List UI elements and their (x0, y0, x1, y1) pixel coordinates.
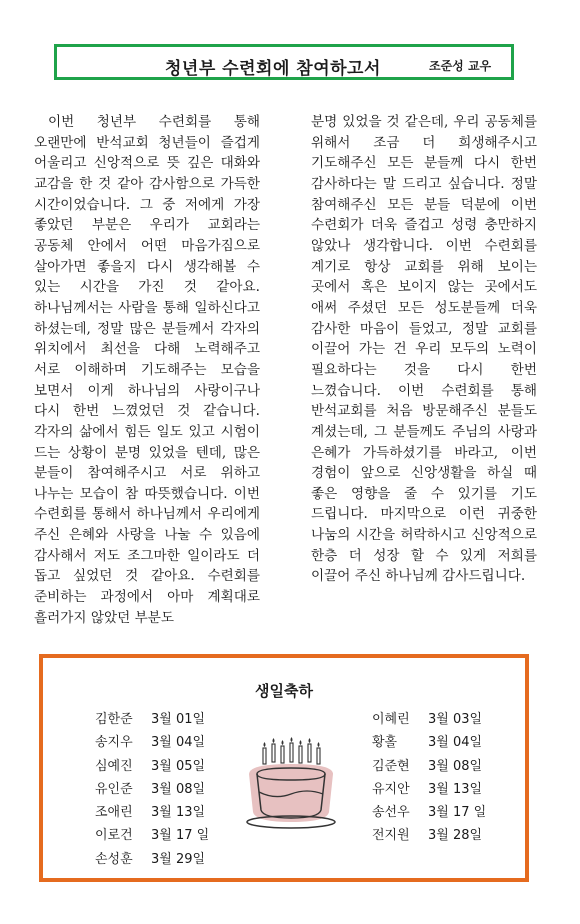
article-author: 조준성 교우 (429, 59, 492, 73)
birthday-name: 심예진 (95, 758, 133, 774)
birthday-cake-icon (241, 734, 341, 834)
birthday-date: 3월 28일 (428, 828, 483, 844)
article-paragraph: 이번 청년부 수련회를 통해 오랜만에 반석교회 청년들이 즐겁게 어울리고 신앙적으로 뜻 깊은 대화와 교감을 한 것 같아 감사함으로 가득한 시간이었습니다. 그 중 저에게 가장 좋았던 부분은 우리가 교회라는 공동체 안에서 어떤 마음가짐으로 살아가면 좋을지 다시 생각해볼 수 있는 시간을 가진 것 같아요. 하나님께서는 사람을 통해 일하신다고 하셨는데, 정말 많은 분들께서 각자의 위치에서 최선을 다해 노력해주고 서로 이해하며 기도해주는 모습을 보면서 이게 하나님의 사랑이구나 다시 한번 느꼈었던 것 같습니다. 각자의 삶에서 힘든 일도 있고 시험이 드는 상황이 분명 있었을 텐데, 많은 분들이 참여해주시고 서로 위하고 나누는 모습이 참 따뜻했습니다. 이번 수련회를 통해서 하나님께서 우리에게 주신 은혜와 사랑을 나눌 수 있음에 감사해서 저도 조그마한 일이라도 더 돕고 싶었던 것 같아요. 수련회를 준비하는 과정에서 아마 계획대로 흘러가지 않았던 부분도 (34, 114, 260, 626)
birthday-date: 3월 17 일 (151, 828, 210, 844)
birthday-name: 김한준 (95, 712, 133, 727)
birthday-list-right (372, 708, 508, 848)
article-paragraph: 분명 있었을 것 같은데, 우리 공동체를 위해서 조금 더 희생해주시고 기도해주신 모든 분들께 다시 한번 감사하다는 말 드리고 싶습니다. 정말 참여해주신 모든 분들 덕분에 이번 수련회가 더욱 즐겁고 성령 충만하지 않았나 생각합니다. 이번 수련회를 계기로 항상 교회를 위해 보이는 곳에서 혹은 보이지 않는 곳에서도 애써 주셨던 모든 성도분들께 더욱 감사한 마음이 들었고, 정말 교회를 이끌어 가는 건 우리 모두의 노력이 필요하다는 것을 다시 한번 느꼈습니다. 이번 수련회를 통해 반석교회를 처음 방문해주신 분들도 계셨는데, 그 분들께도 주님의 사랑과 은혜가 가득하셨기를 바라고, 이번 경험이 앞으로 신앙생활을 하실 때 좋은 영향을 줄 수 있기를 기도 드립니다. 마지막으로 이런 귀중한 나눔의 시간을 허락하시고 신앙적으로 한층 더 성장 할 수 있게 저희를 이끌어 주신 하나님께 감사드립니다. (311, 114, 537, 585)
article-column-right (311, 112, 537, 587)
birthday-name: 유지안 (372, 781, 410, 797)
birthday-date: 3월 13일 (428, 781, 483, 797)
birthday-row (95, 708, 231, 731)
birthday-row (372, 708, 508, 731)
birthday-name: 황홀 (372, 735, 398, 751)
birthday-name: 전지원 (372, 828, 410, 844)
birthday-row (95, 731, 231, 754)
birthday-row (372, 778, 508, 801)
birthday-name: 손성훈 (95, 851, 133, 867)
birthday-row (372, 755, 508, 778)
birthday-date: 3월 08일 (428, 758, 483, 774)
birthday-row (372, 801, 508, 824)
birthday-date: 3월 29일 (151, 851, 206, 867)
birthday-row (95, 824, 231, 847)
birthday-name: 송선우 (372, 805, 410, 821)
birthday-name: 송지우 (95, 735, 133, 751)
birthday-date: 3월 04일 (151, 735, 206, 751)
birthday-name: 이로건 (95, 828, 133, 844)
birthday-row (95, 778, 231, 801)
birthday-row (95, 848, 231, 871)
article-title: 청년부 수련회에 참여하고서 (165, 59, 381, 79)
birthday-date: 3월 05일 (151, 758, 206, 774)
birthday-date: 3월 08일 (151, 781, 206, 797)
birthday-date: 3월 04일 (428, 735, 483, 751)
birthday-name: 조애린 (95, 805, 133, 821)
article-title-box (54, 44, 514, 80)
birthday-row (95, 755, 231, 778)
birthday-row (372, 731, 508, 754)
birthday-title: 생일축하 (255, 682, 313, 700)
birthday-row (372, 824, 508, 847)
birthday-date: 3월 03일 (428, 712, 483, 727)
birthday-name: 이혜린 (372, 712, 410, 727)
birthday-list-left (95, 708, 231, 871)
birthday-date: 3월 13일 (151, 805, 206, 821)
birthday-row (95, 801, 231, 824)
birthday-name: 김준현 (372, 758, 410, 774)
birthday-date: 3월 17 일 (428, 805, 487, 821)
birthday-date: 3월 01일 (151, 712, 206, 727)
birthday-name: 유인준 (95, 781, 133, 797)
birthday-box (39, 654, 529, 882)
article-column-left (34, 112, 260, 628)
